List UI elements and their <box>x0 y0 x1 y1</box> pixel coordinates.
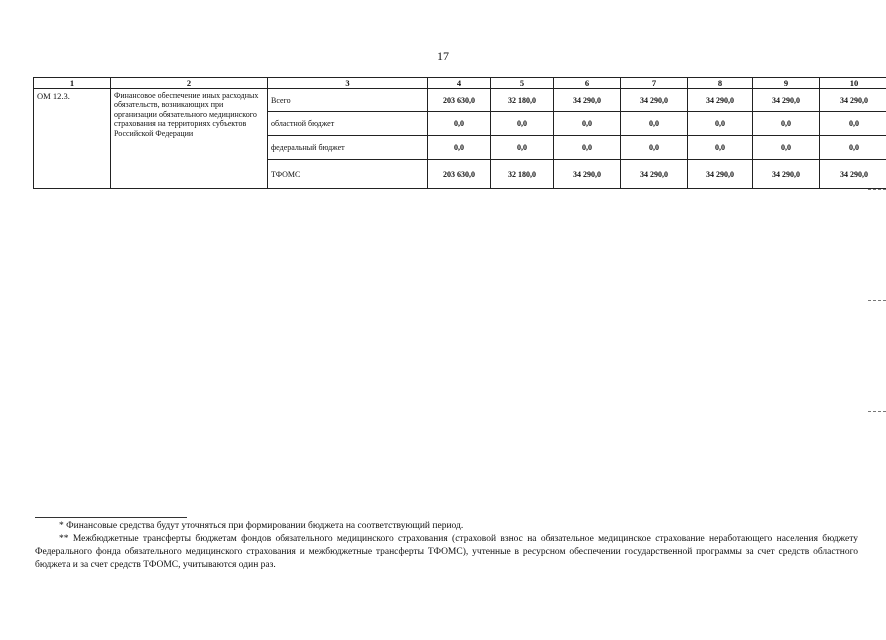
financing-table <box>33 77 886 189</box>
measure-code: ОМ 12.3. <box>34 89 111 189</box>
table-cell: 34 290,0 <box>688 160 753 189</box>
table-cell: 34 290,0 <box>820 89 886 112</box>
column-header: 2 <box>111 78 268 89</box>
measure-description: Финансовое обеспечение иных расходных обязательств, возникающих при организации обязательного медицинского страхования на территориях субъектов Российской Федерации <box>111 89 268 189</box>
table-cell: 203 630,0 <box>428 89 491 112</box>
column-header: 1 <box>34 78 111 89</box>
table-cell: 0,0 <box>428 112 491 136</box>
footnote-separator <box>35 517 187 518</box>
table-cell: 0,0 <box>554 112 621 136</box>
edge-mark <box>868 300 886 301</box>
edge-mark <box>868 189 886 190</box>
table-cell: 34 290,0 <box>688 89 753 112</box>
table-cell: 0,0 <box>688 112 753 136</box>
table-cell: 34 290,0 <box>753 160 820 189</box>
table-row <box>34 89 886 112</box>
table-cell: 0,0 <box>688 136 753 160</box>
funding-source: областной бюджет <box>268 112 428 136</box>
column-header: 3 <box>268 78 428 89</box>
footnote: * Финансовые средства будут уточняться при формировании бюджета на соответствующий период. <box>59 521 464 531</box>
table-cell: 34 290,0 <box>621 160 688 189</box>
table-cell: 34 290,0 <box>554 89 621 112</box>
table-cell: 32 180,0 <box>491 89 554 112</box>
table-cell: 0,0 <box>554 136 621 160</box>
funding-source: ТФОМС <box>268 160 428 189</box>
funding-source: Всего <box>268 89 428 112</box>
footnotes <box>35 520 858 572</box>
table-cell: 34 290,0 <box>820 160 886 189</box>
column-header: 4 <box>428 78 491 89</box>
table-cell: 0,0 <box>491 136 554 160</box>
table-cell: 0,0 <box>428 136 491 160</box>
table-cell: 0,0 <box>491 112 554 136</box>
column-header: 9 <box>753 78 820 89</box>
funding-source: федеральный бюджет <box>268 136 428 160</box>
table-cell: 0,0 <box>753 112 820 136</box>
table-cell: 0,0 <box>621 136 688 160</box>
header-row <box>34 78 886 89</box>
column-header: 7 <box>621 78 688 89</box>
table-cell: 34 290,0 <box>621 89 688 112</box>
column-header: 6 <box>554 78 621 89</box>
page-number: 17 <box>437 49 449 63</box>
table-cell: 0,0 <box>820 136 886 160</box>
footnote: ** Межбюджетные трансферты бюджетам фондов обязательного медицинского страхования (страховой взнос на обязательное медицинское страхование неработающего населения бюджету Федерального фонда обязательного медицинского страхования и межбюджетные трансферты ТФОМС), учтенные в ресурсном обеспечении государственной программы за счет средств областного бюджета и за счет средств ТФОМС, учитываются один раз. <box>35 534 858 570</box>
column-header: 10 <box>820 78 886 89</box>
table-cell: 203 630,0 <box>428 160 491 189</box>
table-cell: 34 290,0 <box>753 89 820 112</box>
table-cell: 34 290,0 <box>554 160 621 189</box>
edge-mark <box>868 411 886 412</box>
table-cell: 0,0 <box>820 112 886 136</box>
table-cell: 32 180,0 <box>491 160 554 189</box>
column-header: 8 <box>688 78 753 89</box>
column-header: 5 <box>491 78 554 89</box>
table-cell: 0,0 <box>621 112 688 136</box>
table-cell: 0,0 <box>753 136 820 160</box>
